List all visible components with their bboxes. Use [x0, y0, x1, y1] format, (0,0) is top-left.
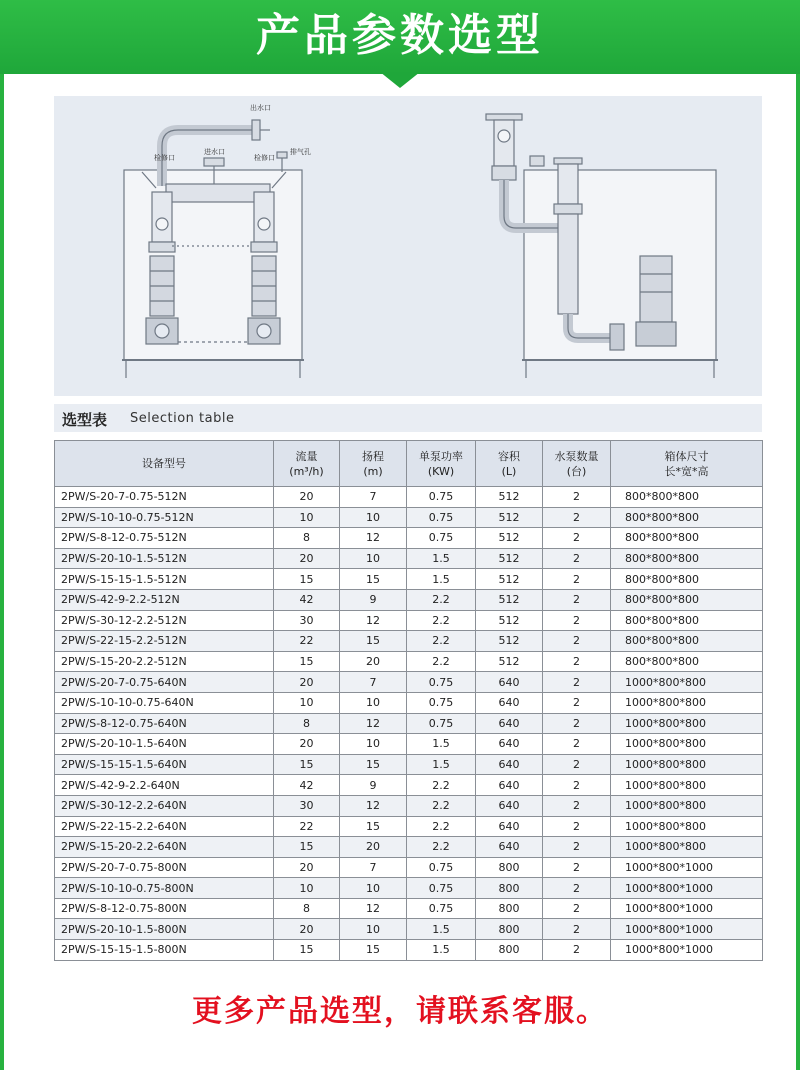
cell-flow: 15: [274, 651, 340, 672]
cell-model: 2PW/S-15-20-2.2-640N: [55, 837, 274, 858]
cell-head: 12: [340, 898, 407, 919]
cell-head: 15: [340, 631, 407, 652]
cell-model: 2PW/S-42-9-2.2-512N: [55, 589, 274, 610]
cell-power: 2.2: [407, 631, 476, 652]
table-row: [55, 734, 763, 755]
outlet-flange: [252, 120, 260, 140]
cell-head: 20: [340, 651, 407, 672]
cell-box-size: 800*800*800: [611, 548, 763, 569]
table-row: [55, 651, 763, 672]
cell-pump-count: 2: [543, 878, 611, 899]
cell-model: 2PW/S-20-7-0.75-640N: [55, 672, 274, 693]
table-row: [55, 919, 763, 940]
cell-flow: 22: [274, 816, 340, 837]
header-line-1: 扬程: [362, 449, 384, 463]
cell-volume: 800: [476, 898, 543, 919]
cell-volume: 640: [476, 672, 543, 693]
front-view: [122, 120, 304, 378]
cell-head: 15: [340, 816, 407, 837]
cell-flow: 10: [274, 878, 340, 899]
cell-flow: 8: [274, 898, 340, 919]
cell-flow: 20: [274, 487, 340, 508]
cell-flow: 8: [274, 713, 340, 734]
cell-head: 15: [340, 569, 407, 590]
cell-pump-count: 2: [543, 589, 611, 610]
cell-volume: 800: [476, 878, 543, 899]
cell-flow: 42: [274, 589, 340, 610]
cell-power: 1.5: [407, 940, 476, 961]
header-banner: [0, 0, 800, 74]
table-row: [55, 507, 763, 528]
cell-box-size: 800*800*800: [611, 487, 763, 508]
cell-pump-count: 2: [543, 837, 611, 858]
contact-note: 更多产品选型，请联系客服。: [192, 994, 608, 1029]
cell-box-size: 1000*800*800: [611, 672, 763, 693]
cell-box-size: 1000*800*1000: [611, 919, 763, 940]
cell-box-size: 1000*800*800: [611, 713, 763, 734]
cell-model: 2PW/S-10-10-0.75-512N: [55, 507, 274, 528]
cell-power: 2.2: [407, 837, 476, 858]
cell-model: 2PW/S-20-10-1.5-512N: [55, 548, 274, 569]
cell-box-size: 800*800*800: [611, 610, 763, 631]
label-check-right: 检修口: [254, 154, 275, 162]
label-outlet: 出水口: [250, 104, 271, 112]
cell-model: 2PW/S-10-10-0.75-800N: [55, 878, 274, 899]
cell-volume: 800: [476, 857, 543, 878]
cell-volume: 512: [476, 569, 543, 590]
cell-volume: 640: [476, 816, 543, 837]
cell-power: 2.2: [407, 775, 476, 796]
cell-volume: 512: [476, 610, 543, 631]
cell-box-size: 800*800*800: [611, 569, 763, 590]
cell-flow: 20: [274, 672, 340, 693]
cell-model: 2PW/S-20-10-1.5-640N: [55, 734, 274, 755]
header-line-2: (m³/h): [289, 464, 324, 478]
cell-volume: 800: [476, 940, 543, 961]
header-line-1: 水泵数量: [554, 449, 599, 463]
table-header-row: [55, 441, 763, 487]
cell-head: 10: [340, 734, 407, 755]
cell-flow: 15: [274, 940, 340, 961]
cell-box-size: 1000*800*1000: [611, 878, 763, 899]
right-riser: [254, 192, 274, 242]
cell-pump-count: 2: [543, 528, 611, 549]
cell-head: 10: [340, 919, 407, 940]
cell-pump-count: 2: [543, 548, 611, 569]
table-body: [55, 487, 763, 961]
cell-pump-count: 2: [543, 692, 611, 713]
cell-model: 2PW/S-15-15-1.5-512N: [55, 569, 274, 590]
table-row: [55, 713, 763, 734]
table-row: [55, 631, 763, 652]
cell-head: 12: [340, 713, 407, 734]
cell-volume: 512: [476, 507, 543, 528]
table-row: [55, 672, 763, 693]
header-model: [55, 441, 274, 487]
table-row: [55, 878, 763, 899]
cell-box-size: 1000*800*800: [611, 692, 763, 713]
cell-model: 2PW/S-30-12-2.2-512N: [55, 610, 274, 631]
cell-flow: 42: [274, 775, 340, 796]
header-line-1: 设备型号: [142, 457, 186, 470]
cell-volume: 512: [476, 487, 543, 508]
cell-pump-count: 2: [543, 795, 611, 816]
cell-pump-count: 2: [543, 919, 611, 940]
label-check-left: 检修口: [154, 154, 175, 162]
cell-volume: 512: [476, 548, 543, 569]
cell-pump-count: 2: [543, 487, 611, 508]
cell-power: 2.2: [407, 795, 476, 816]
frame-border-right: [796, 74, 800, 1070]
table-row: [55, 857, 763, 878]
cell-box-size: 1000*800*800: [611, 837, 763, 858]
cell-volume: 640: [476, 795, 543, 816]
cell-model: 2PW/S-15-15-1.5-640N: [55, 754, 274, 775]
header-pump-count: [543, 441, 611, 487]
cell-pump-count: 2: [543, 672, 611, 693]
header-line-2: (m): [363, 464, 383, 478]
header-line-2: (台): [566, 464, 587, 478]
cell-power: 1.5: [407, 734, 476, 755]
side-riser: [558, 214, 578, 314]
header-line-2: 长*宽*高: [664, 464, 709, 478]
cell-flow: 22: [274, 631, 340, 652]
cell-head: 12: [340, 528, 407, 549]
cell-box-size: 800*800*800: [611, 507, 763, 528]
table-row: [55, 940, 763, 961]
cell-box-size: 1000*800*800: [611, 816, 763, 837]
cell-power: 0.75: [407, 857, 476, 878]
table-row: [55, 775, 763, 796]
cell-head: 9: [340, 775, 407, 796]
side-pump-motor: [640, 256, 672, 322]
cell-box-size: 1000*800*1000: [611, 940, 763, 961]
cell-power: 2.2: [407, 589, 476, 610]
frame-border-left: [0, 74, 4, 1070]
cell-head: 10: [340, 507, 407, 528]
cell-flow: 15: [274, 837, 340, 858]
table-row: [55, 610, 763, 631]
cell-volume: 512: [476, 631, 543, 652]
cell-box-size: 1000*800*800: [611, 754, 763, 775]
cell-power: 1.5: [407, 548, 476, 569]
cell-flow: 10: [274, 692, 340, 713]
cell-power: 0.75: [407, 507, 476, 528]
table-row: [55, 898, 763, 919]
cell-power: 1.5: [407, 569, 476, 590]
cell-power: 0.75: [407, 713, 476, 734]
cell-volume: 800: [476, 919, 543, 940]
cell-power: 2.2: [407, 610, 476, 631]
cell-flow: 15: [274, 754, 340, 775]
cell-power: 0.75: [407, 898, 476, 919]
table-row: [55, 589, 763, 610]
table-row: [55, 795, 763, 816]
header-line-2: (L): [501, 464, 517, 478]
table-row: [55, 692, 763, 713]
cell-box-size: 1000*800*800: [611, 775, 763, 796]
cell-pump-count: 2: [543, 631, 611, 652]
cell-volume: 640: [476, 713, 543, 734]
cell-model: 2PW/S-15-15-1.5-800N: [55, 940, 274, 961]
cell-pump-count: 2: [543, 569, 611, 590]
side-view: [486, 114, 718, 378]
cell-power: 0.75: [407, 672, 476, 693]
cell-flow: 20: [274, 548, 340, 569]
cell-box-size: 800*800*800: [611, 528, 763, 549]
cell-volume: 640: [476, 734, 543, 755]
cell-model: 2PW/S-8-12-0.75-512N: [55, 528, 274, 549]
cell-head: 7: [340, 487, 407, 508]
section-header: [54, 404, 762, 432]
cell-volume: 512: [476, 651, 543, 672]
table-row: [55, 487, 763, 508]
cell-pump-count: 2: [543, 610, 611, 631]
cell-head: 15: [340, 940, 407, 961]
header-line-1: 单泵功率: [419, 449, 463, 463]
cell-model: 2PW/S-8-12-0.75-640N: [55, 713, 274, 734]
cell-flow: 20: [274, 857, 340, 878]
cell-pump-count: 2: [543, 816, 611, 837]
cell-flow: 10: [274, 507, 340, 528]
cell-flow: 30: [274, 795, 340, 816]
table-header: [55, 441, 763, 487]
cell-flow: 20: [274, 734, 340, 755]
cell-model: 2PW/S-10-10-0.75-640N: [55, 692, 274, 713]
cell-model: 2PW/S-20-10-1.5-800N: [55, 919, 274, 940]
cell-box-size: 1000*800*1000: [611, 857, 763, 878]
cell-pump-count: 2: [543, 775, 611, 796]
header-line-2: (KW): [427, 464, 455, 478]
cell-pump-count: 2: [543, 754, 611, 775]
header-volume: [476, 441, 543, 487]
cell-head: 7: [340, 672, 407, 693]
cell-box-size: 800*800*800: [611, 651, 763, 672]
cell-model: 2PW/S-30-12-2.2-640N: [55, 795, 274, 816]
cell-flow: 15: [274, 569, 340, 590]
left-riser: [152, 192, 172, 242]
cell-pump-count: 2: [543, 857, 611, 878]
section-title-en: Selection table: [130, 411, 235, 426]
cell-model: 2PW/S-15-20-2.2-512N: [55, 651, 274, 672]
cell-head: 20: [340, 837, 407, 858]
cell-pump-count: 2: [543, 651, 611, 672]
header-notch: [380, 72, 420, 88]
selection-table: [54, 440, 763, 961]
cell-head: 10: [340, 548, 407, 569]
header-power: [407, 441, 476, 487]
cell-model: 2PW/S-8-12-0.75-800N: [55, 898, 274, 919]
table-row: [55, 754, 763, 775]
cell-pump-count: 2: [543, 713, 611, 734]
cell-power: 0.75: [407, 528, 476, 549]
header-flow: [274, 441, 340, 487]
header-line-1: 容积: [498, 449, 520, 463]
cell-model: 2PW/S-42-9-2.2-640N: [55, 775, 274, 796]
cell-head: 12: [340, 610, 407, 631]
cell-model: 2PW/S-22-15-2.2-640N: [55, 816, 274, 837]
header-box-size: [611, 441, 763, 487]
header-line-1: 流量: [295, 449, 318, 463]
table-row: [55, 816, 763, 837]
cell-model: 2PW/S-20-7-0.75-800N: [55, 857, 274, 878]
diagram-drawing: [54, 96, 762, 396]
cell-volume: 640: [476, 837, 543, 858]
cell-volume: 512: [476, 589, 543, 610]
cell-pump-count: 2: [543, 898, 611, 919]
cell-model: 2PW/S-20-7-0.75-512N: [55, 487, 274, 508]
cell-pump-count: 2: [543, 940, 611, 961]
cell-head: 12: [340, 795, 407, 816]
table-row: [55, 528, 763, 549]
table-row: [55, 569, 763, 590]
cell-power: 0.75: [407, 487, 476, 508]
cell-head: 10: [340, 692, 407, 713]
cell-flow: 30: [274, 610, 340, 631]
side-pump-base: [636, 322, 676, 346]
cell-power: 1.5: [407, 919, 476, 940]
cell-box-size: 800*800*800: [611, 589, 763, 610]
table-row: [55, 548, 763, 569]
side-outlet-column: [494, 120, 514, 166]
header-head: [340, 441, 407, 487]
label-inlet: 进水口: [204, 148, 225, 156]
cell-model: 2PW/S-22-15-2.2-512N: [55, 631, 274, 652]
table-row: [55, 837, 763, 858]
cell-volume: 640: [476, 754, 543, 775]
cell-flow: 20: [274, 919, 340, 940]
equipment-diagram: [54, 96, 762, 396]
page-title: 产品参数选型: [256, 10, 544, 61]
section-title-cn: 选型表: [62, 411, 108, 429]
cell-head: 7: [340, 857, 407, 878]
cell-head: 9: [340, 589, 407, 610]
cell-head: 10: [340, 878, 407, 899]
cell-head: 15: [340, 754, 407, 775]
cell-power: 0.75: [407, 692, 476, 713]
cell-box-size: 1000*800*1000: [611, 898, 763, 919]
cell-power: 2.2: [407, 651, 476, 672]
cell-volume: 512: [476, 528, 543, 549]
cell-power: 1.5: [407, 754, 476, 775]
header-line-1: 箱体尺寸: [664, 449, 709, 463]
cell-volume: 640: [476, 692, 543, 713]
cell-volume: 640: [476, 775, 543, 796]
cell-pump-count: 2: [543, 734, 611, 755]
cell-pump-count: 2: [543, 507, 611, 528]
cell-box-size: 1000*800*800: [611, 795, 763, 816]
cell-box-size: 800*800*800: [611, 631, 763, 652]
cell-power: 0.75: [407, 878, 476, 899]
cell-flow: 8: [274, 528, 340, 549]
cell-power: 2.2: [407, 816, 476, 837]
cell-box-size: 1000*800*800: [611, 734, 763, 755]
label-vent: 排气孔: [290, 148, 311, 156]
